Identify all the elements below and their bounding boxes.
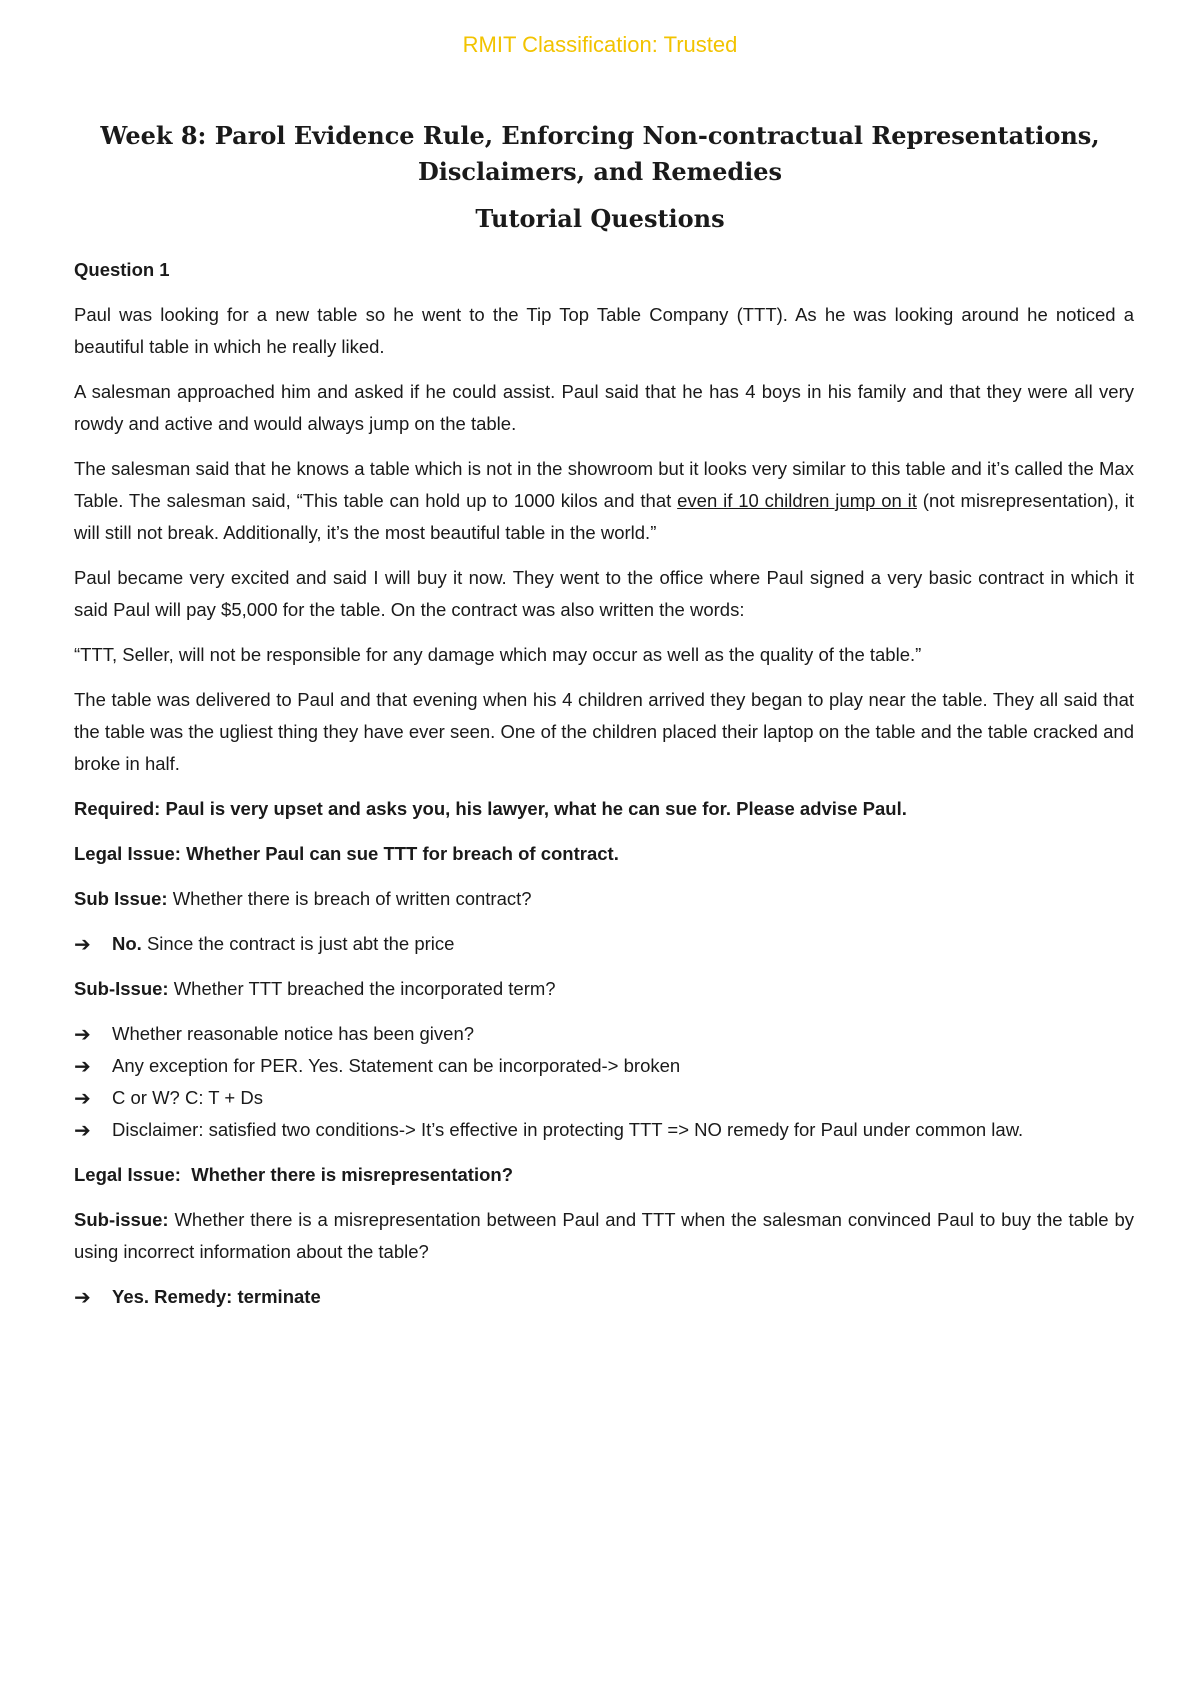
document-title: [0, 118, 1200, 190]
paragraph-3-part-a: The salesman said that he knows a table which is not in the showroom but it looks very similar to this table and it’s called the Max Table. The salesman said, “This table can hold up to 1000 kilos and that: [74, 458, 1134, 511]
question-heading: Question 1: [74, 259, 170, 280]
list-item: [74, 928, 1134, 960]
list-item-text: Yes. Remedy: terminate: [112, 1286, 321, 1307]
list-item: [74, 1050, 1134, 1082]
classification-label: RMIT Classification: Trusted: [462, 32, 738, 57]
list-item-text: Disclaimer: satisfied two conditions-> It’s effective in protecting TTT => NO remedy for Paul under common law.: [112, 1119, 1024, 1140]
legal-issue-2: [74, 1159, 1134, 1191]
paragraph-3-underlined: even if 10 children jump on it: [677, 490, 917, 511]
legal-issue-1: Legal Issue: Whether Paul can sue TTT for breach of contract.: [74, 843, 619, 864]
document-body: [74, 254, 1134, 1326]
sub-issue-3-text: Whether there is a misrepresentation between Paul and TTT when the salesman convinced Paul to buy the table by using incorrect information about the table?: [74, 1209, 1134, 1262]
title-line-1: Week 8: Parol Evidence Rule, Enforcing Non-contractual Representations,: [100, 121, 1100, 150]
disclaimer-quote: “TTT, Seller, will not be responsible for any damage which may occur as well as the quality of the table.”: [74, 644, 922, 665]
sub-issue-2-label: Sub-Issue:: [74, 978, 169, 999]
paragraph-1: Paul was looking for a new table so he went to the Tip Top Table Company (TTT). As he was looking around he noticed a beautiful table in which he really liked.: [74, 304, 1134, 357]
right-arrow-icon: ➔: [74, 1054, 91, 1078]
sub-issue-1-label: Sub Issue:: [74, 888, 168, 909]
list-item: [74, 1114, 1134, 1146]
paragraph-3-part-b: (not misrepresentation), it will still not break. Additionally, it’s the most beautiful table in the world.”: [74, 490, 1134, 543]
right-arrow-icon: ➔: [74, 1086, 91, 1110]
arrow-list-3: [74, 1281, 1134, 1313]
right-arrow-icon: ➔: [74, 1118, 91, 1142]
legal-issue-2-text: Whether there is misrepresentation?: [180, 1164, 513, 1185]
document-subtitle: Tutorial Questions: [475, 204, 725, 233]
list-item-text: Any exception for PER. Yes. Statement can be incorporated-> broken: [112, 1055, 681, 1076]
list-item-text: [112, 928, 454, 960]
required-statement: Required: Paul is very upset and asks you, his lawyer, what he can sue for. Please advise Paul.: [74, 798, 907, 819]
paragraph-2: A salesman approached him and asked if he could assist. Paul said that he has 4 boys in his family and that they were all very rowdy and active and would always jump on the table.: [74, 381, 1134, 434]
list-item-text: C or W? C: T + Ds: [112, 1087, 263, 1108]
sub-issue-3: [74, 1204, 1134, 1268]
title-line-2: Disclaimers, and Remedies: [417, 157, 783, 186]
sub-issue-2: [74, 973, 1134, 1005]
list-item: [74, 1018, 1134, 1050]
sub-issue-3-label: Sub-issue:: [74, 1209, 169, 1230]
list-item: [74, 1082, 1134, 1114]
right-arrow-icon: ➔: [74, 932, 91, 956]
sub-issue-2-text: Whether TTT breached the incorporated term?: [168, 978, 556, 999]
list-item-rest: Since the contract is just abt the price: [141, 933, 455, 954]
arrow-list-1: [74, 928, 1134, 960]
list-item: [74, 1281, 1134, 1313]
sub-issue-1-text: Whether there is breach of written contract?: [167, 888, 532, 909]
legal-issue-2-label: Legal Issue:: [74, 1164, 181, 1185]
paragraph-6: The table was delivered to Paul and that evening when his 4 children arrived they began to play near the table. They all said that the table was the ugliest thing they have ever seen. One of the children placed their laptop on the table and the table cracked and broke in half.: [74, 689, 1134, 774]
paragraph-4: Paul became very excited and said I will buy it now. They went to the office where Paul signed a very basic contract in which it said Paul will pay $5,000 for the table. On the contract was also written the words:: [74, 567, 1134, 620]
list-item-bold: No.: [112, 933, 142, 954]
paragraph-3: [74, 453, 1134, 549]
list-item-text: Whether reasonable notice has been given?: [112, 1023, 475, 1044]
arrow-list-2: [74, 1018, 1134, 1146]
sub-issue-1: [74, 883, 1134, 915]
right-arrow-icon: ➔: [74, 1022, 91, 1046]
right-arrow-icon: ➔: [74, 1285, 91, 1309]
